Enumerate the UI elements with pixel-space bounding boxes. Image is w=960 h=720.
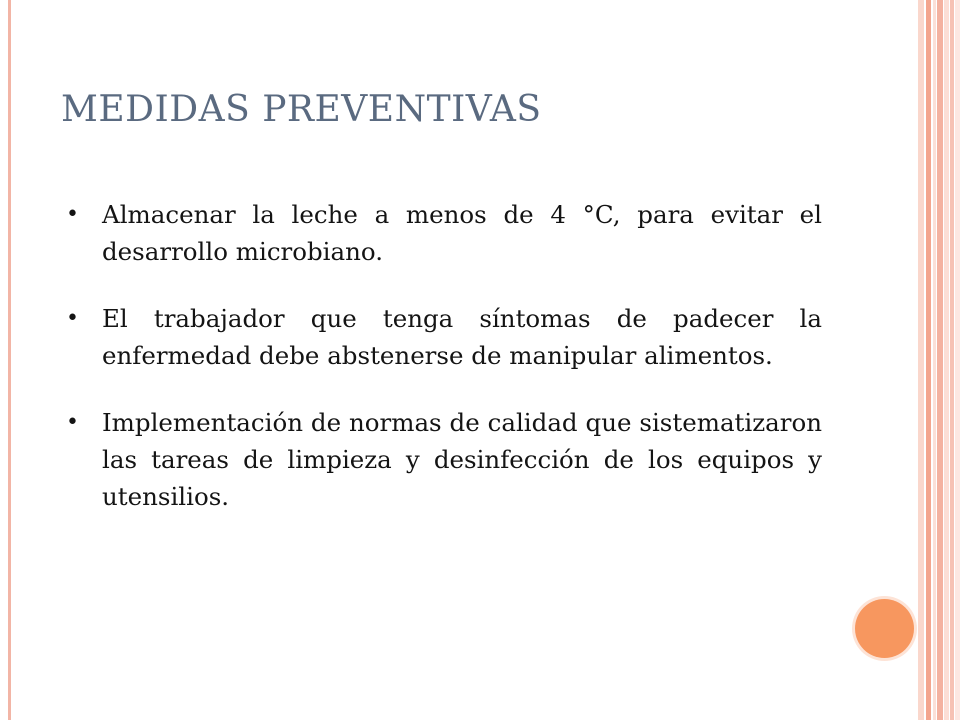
right-stripe bbox=[944, 0, 949, 720]
right-stripe bbox=[950, 0, 954, 720]
bullet-dot-icon: • bbox=[66, 202, 79, 227]
bullet-item bbox=[62, 300, 822, 374]
bullet-item bbox=[62, 404, 822, 515]
right-stripe bbox=[926, 0, 931, 720]
left-border-line bbox=[8, 0, 11, 720]
bullet-text: Almacenar la leche a menos de 4 °C, para evitar el desarrollo microbiano. bbox=[102, 200, 822, 266]
right-stripe bbox=[937, 0, 943, 720]
right-stripe bbox=[918, 0, 924, 720]
right-stripe bbox=[955, 0, 960, 720]
bullet-dot-icon: • bbox=[66, 410, 79, 435]
decorative-circle-icon bbox=[855, 599, 914, 658]
bullet-text: El trabajador que tenga síntomas de padecer la enfermedad debe abstenerse de manipular alimentos. bbox=[102, 304, 822, 370]
bullet-text: Implementación de normas de calidad que sistematizaron las tareas de limpieza y desinfección de los equipos y utensilios. bbox=[102, 408, 822, 511]
bullet-dot-icon: • bbox=[66, 306, 79, 331]
bullet-list bbox=[62, 196, 822, 545]
bullet-item bbox=[62, 196, 822, 270]
slide-title: MEDIDAS PREVENTIVAS bbox=[61, 89, 542, 130]
right-stripe bbox=[933, 0, 936, 720]
